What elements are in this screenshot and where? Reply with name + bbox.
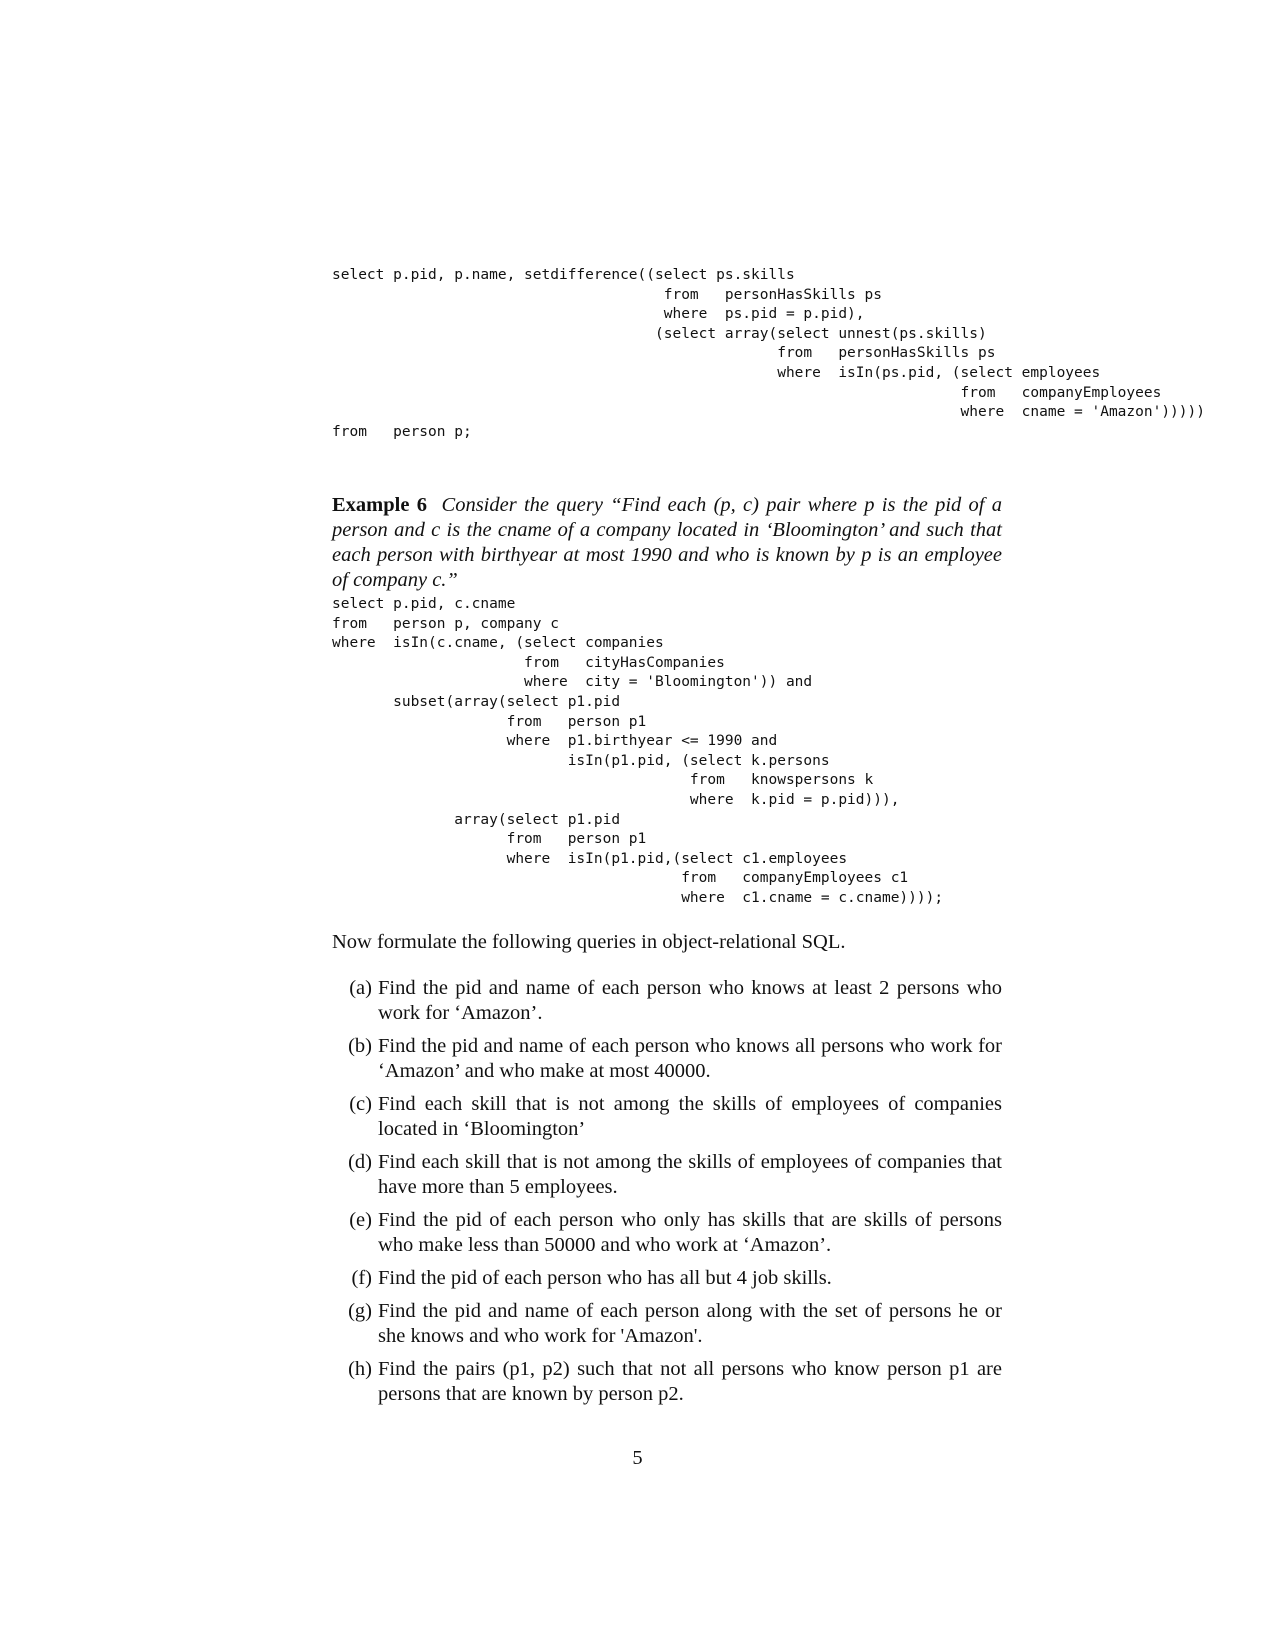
example-6-paragraph <box>332 493 1002 593</box>
question-label: (e) <box>349 1209 372 1231</box>
question-label: (c) <box>349 1093 372 1115</box>
question-list <box>332 976 1002 1415</box>
question-text: Find the pid of each person who only has skills that are skills of persons who make less than 50000 and who work at ‘Amazon’. <box>378 1209 1002 1256</box>
question-label: (f) <box>351 1267 372 1289</box>
example-label: Example 6 <box>332 493 427 516</box>
question-label: (g) <box>348 1300 372 1322</box>
question-text: Find each skill that is not among the skills of employees of companies that have more than 5 employees. <box>378 1151 1002 1198</box>
question-text: Find the pid and name of each person along with the set of persons he or she knows and who work for 'Amazon'. <box>378 1300 1002 1347</box>
queries-intro: Now formulate the following queries in object-relational SQL. <box>332 931 846 953</box>
question-text: Find the pairs (p1, p2) such that not all persons who know person p1 are persons that are known by person p2. <box>378 1358 1002 1405</box>
question-text: Find each skill that is not among the skills of employees of companies located in ‘Bloomington’ <box>378 1093 1002 1140</box>
question-f <box>332 1266 1002 1291</box>
example-text: Consider the query “Find each (p, c) pair where p is the pid of a person and c is the cname of a company located in ‘Bloomington’ and such that each person with birthyear at most 1990 and who is known by p is an employee of company c.” <box>332 493 1002 591</box>
question-e <box>332 1208 1002 1258</box>
question-text: Find the pid of each person who has all but 4 job skills. <box>378 1267 832 1289</box>
question-h <box>332 1357 1002 1407</box>
question-g <box>332 1299 1002 1349</box>
question-b <box>332 1034 1002 1084</box>
question-d <box>332 1150 1002 1200</box>
question-a <box>332 976 1002 1026</box>
question-label: (a) <box>349 977 372 999</box>
page-number: 5 <box>632 1447 643 1469</box>
question-label: (h) <box>348 1358 372 1380</box>
question-label: (b) <box>348 1035 372 1057</box>
question-c <box>332 1092 1002 1142</box>
sql-code-block-example-6: select p.pid, c.cname from person p, company c where isIn(c.cname, (select companies from cityHasCompanies where city = 'Bloomington')) and subset(array(select p1.pid from person p1 where p1.birthyear <= 1990 and isIn(p1.pid, (select k.persons from knowspersons k where k.pid = p.pid))), array(select p1.pid from person p1 where isIn(p1.pid,(select c1.employees from companyEmployees c1 where c1.cname = c.cname)))); <box>332 596 944 906</box>
question-text: Find the pid and name of each person who knows at least 2 persons who work for ‘Amazon’. <box>378 977 1002 1024</box>
sql-code-block-setdifference: select p.pid, p.name, setdifference((select ps.skills from personHasSkills ps where ps.pid = p.pid), (select array(select unnest(ps.skills) from personHasSkills ps where isIn(ps.pid, (select employees from companyEmployees where cname = 'Amazon'))))) from person p; <box>332 267 1205 440</box>
question-text: Find the pid and name of each person who knows all persons who work for ‘Amazon’ and who make at most 40000. <box>378 1035 1002 1082</box>
question-label: (d) <box>348 1151 372 1173</box>
